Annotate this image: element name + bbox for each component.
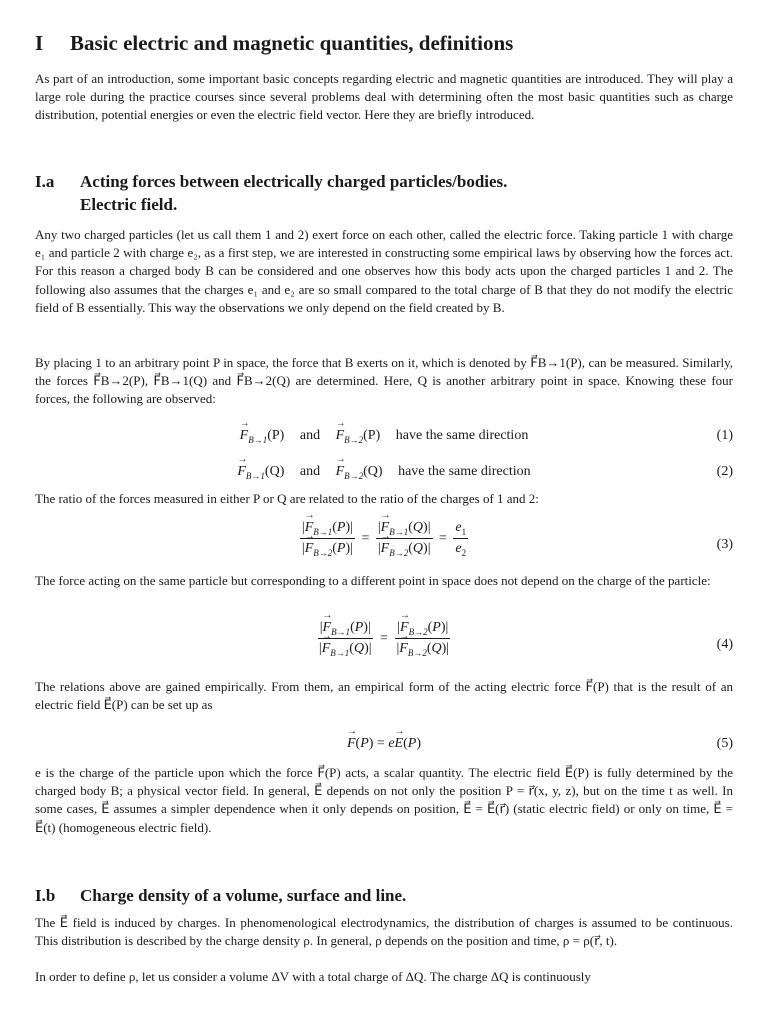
equation-4: $\frac{|\to F_{B\to 1}(P)|}{|\to F_{B\to 1}(Q)|}$ = $\frac{|\to F_{B\to 2}(P)|}{|\to F_{B\to 2}(Q)|}$ (4)	[35, 620, 733, 668]
subsection-a-number: I.a	[35, 172, 55, 191]
equation-2-label: (2)	[716, 464, 733, 479]
section-title: Basic electric and magnetic quantities, definitions	[70, 31, 514, 55]
equation-2-text: have the same direction	[398, 464, 531, 479]
equation-3: $\frac{|\to F_{B\to 1}(P)|}{|\to F_{B\to 2}(P)|}$ = $\frac{|\to F_{B\to 1}(Q)|}{|\to F_{B\to 2}(Q)|}$ = $\frac{e_1}{e_2}$ (3)	[35, 520, 733, 568]
paragraph-charged-particles: Any two charged particles (let us call them 1 and 2) exert force on each other, called the electric force. Taking particle 1 with charge e₁ and particle 2 with charge e₂, as a first step, we are interested in constructing some empirical laws by observing how the forces act. For this reason a charged body B can be considered and one observes how this body acts upon the charged particles 1 and 2. The following also assumes that the charges e₁ and e₂ are so small compared to the total charge of B that they do not modify the electric field of B essentially. This way the observations we only depend on the field created by B.	[35, 227, 733, 315]
section-heading	[35, 31, 513, 56]
paragraph-define-rho: In order to define ρ, let us consider a volume ΔV with a total charge of ΔQ. The charge ΔQ is continuously	[35, 969, 591, 984]
equation-1-and: and	[299, 428, 321, 443]
subsection-a-title-line2: Electric field.	[80, 195, 178, 214]
intro-paragraph: As part of an introduction, some important basic concepts regarding electric and magnetic quantities are introduced. They will play a large role during the practice courses since several problems deal with determining often the most basic quantities such as charge distribution, potential energies or even the electric field vector. Here they are briefly introduced.	[35, 71, 733, 123]
equation-5-label: (5)	[716, 736, 733, 751]
subsection-b-title: Charge density of a volume, surface and line.	[80, 886, 407, 905]
paragraph-charge-density: The E⃗ field is induced by charges. In phenomenological electrodynamics, the distribution of charges is assumed to be continuous. This distribution is described by the charge density ρ. In general, ρ depends on the position and time, ρ = ρ(r⃗, t).	[35, 915, 733, 949]
section-number: I	[35, 31, 44, 55]
equation-1-text: have the same direction	[395, 428, 529, 443]
subsection-a-title-line1: Acting forces between electrically charged particles/bodies.	[80, 172, 508, 191]
subsection-b-heading	[35, 884, 406, 907]
equation-3-label: (3)	[716, 537, 733, 552]
paragraph-empirical: The relations above are gained empirically. From them, an empirical form of the acting electric force F⃗(P) that is the result of an electric field E⃗(P) can be set up as	[35, 679, 733, 713]
paragraph-same-particle: The force acting on the same particle but corresponding to a different point in space does not depend on the charge of the particle:	[35, 573, 711, 588]
subsection-a-heading	[35, 170, 507, 216]
subsection-b-number: I.b	[35, 886, 56, 905]
equation-4-label: (4)	[716, 637, 733, 652]
equation-1-label: (1)	[716, 428, 733, 443]
paragraph-forces: By placing 1 to an arbitrary point P in space, the force that B exerts on it, which is denoted by F⃗B→1(P), can be measured. Similarly, the forces F⃗B→2(P), F⃗B→1(Q) and F⃗B→2(Q) are determined. Here, Q is another arbitrary point in space. Knowing these four forces, the following are observed:	[35, 355, 733, 407]
equation-2-and: and	[299, 464, 321, 479]
paragraph-ratio: The ratio of the forces measured in either P or Q are related to the ratio of the charges of 1 and 2:	[35, 491, 539, 506]
paragraph-electric-field: e is the charge of the particle upon which the force F⃗(P) acts, a scalar quantity. The electric field E⃗(P) is fully determined by the charged body B; a physical vector field. In general, E⃗ depends on not only the position P = r⃗(x, y, z), but on the time t as well. In some cases, E⃗ assumes a simpler dependence when it only depends on position, E⃗ = E⃗(r⃗) (static electric field) or only on time, E⃗ = E⃗(t) (homogeneous electric field).	[35, 765, 733, 835]
